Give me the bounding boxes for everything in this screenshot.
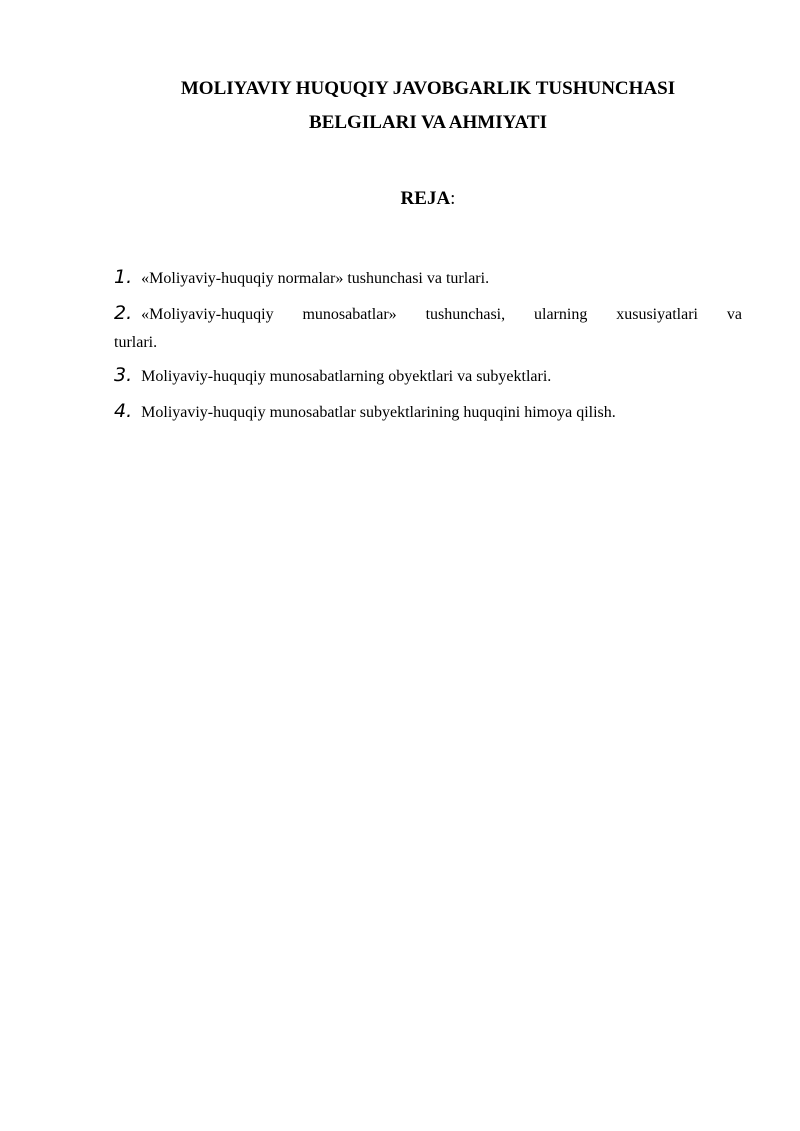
plan-item-text: Moliyaviy-huquqiy munosabatlarning obyektlari va subyektlari. [141, 368, 552, 385]
plan-item-number: 4. [114, 400, 133, 422]
plan-item-number: 2. [114, 302, 133, 324]
plan-item-text-line-2: turlari. [114, 334, 158, 351]
plan-item-3 [114, 358, 742, 394]
plan-item-text: Moliyaviy-huquqiy munosabatlar subyektlarining huquqini himoya qilish. [141, 404, 616, 421]
document-title-line-2: BELGILARI VA AHMIYATI [309, 112, 547, 133]
plan-item-text: «Moliyaviy-huquqiy normalar» tushunchasi va turlari. [141, 270, 490, 287]
plan-item-2 [114, 296, 742, 358]
document-title [114, 72, 742, 140]
plan-item-number: 3. [114, 364, 133, 386]
plan-item-text-line-1: «Moliyaviy-huquqiy munosabatlar» tushunchasi, ularning xususiyatlari va [141, 306, 742, 323]
plan-heading-text: REJA [400, 188, 451, 209]
plan-heading-colon: : [450, 188, 456, 209]
plan-item-first-line [114, 296, 742, 332]
plan-item-1 [114, 260, 742, 296]
plan-list [114, 260, 742, 430]
plan-item-4 [114, 394, 742, 430]
document-title-line-1: MOLIYAVIY HUQUQIY JAVOBGARLIK TUSHUNCHASI [180, 78, 676, 99]
plan-item-number: 1. [114, 266, 133, 288]
plan-heading [114, 184, 742, 214]
